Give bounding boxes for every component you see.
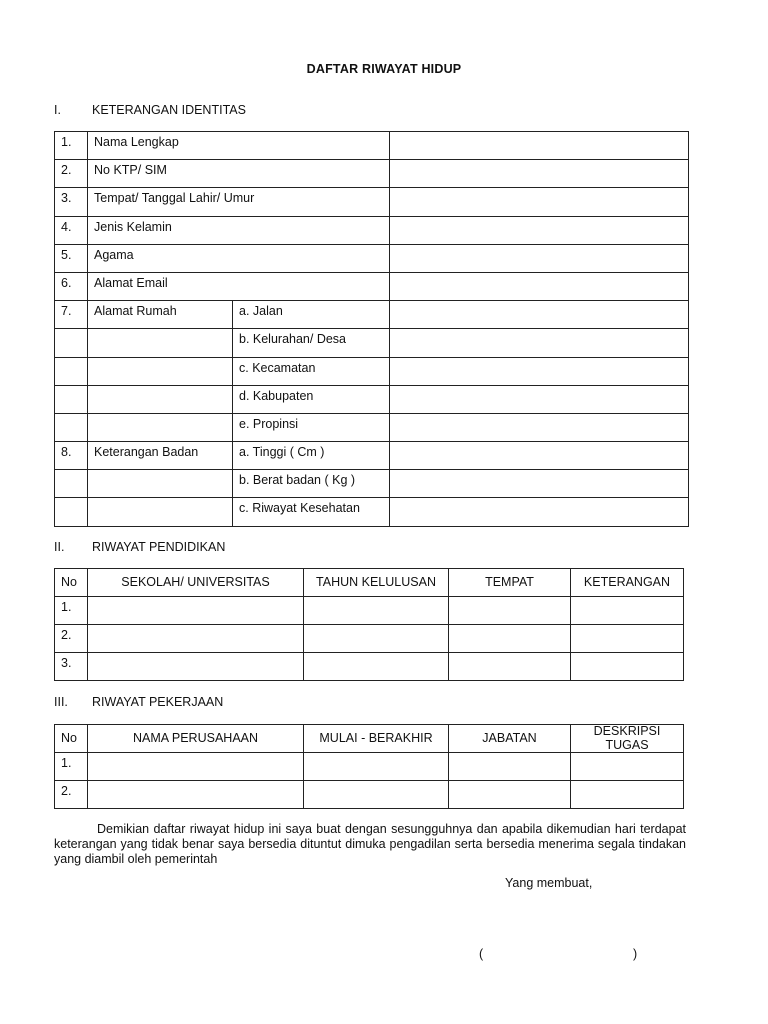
identity-row bbox=[55, 244, 689, 272]
row-number: 1. bbox=[55, 132, 88, 160]
identity-row bbox=[55, 357, 689, 385]
column-header: TEMPAT bbox=[449, 569, 571, 597]
column-header: No bbox=[55, 569, 88, 597]
field-label: No KTP/ SIM bbox=[88, 160, 390, 188]
field-label: Jenis Kelamin bbox=[88, 216, 390, 244]
section-title: RIWAYAT PENDIDIKAN bbox=[92, 540, 226, 554]
field-sub-label: a. Tinggi ( Cm ) bbox=[233, 442, 390, 470]
field-label: Tempat/ Tanggal Lahir/ Umur bbox=[88, 188, 390, 216]
field-value-cell[interactable] bbox=[390, 301, 689, 329]
field-label bbox=[88, 413, 233, 441]
entry-cell[interactable] bbox=[304, 625, 449, 653]
identity-row bbox=[55, 442, 689, 470]
education-row bbox=[55, 625, 684, 653]
field-sub-label: c. Kecamatan bbox=[233, 357, 390, 385]
entry-cell[interactable] bbox=[304, 781, 449, 809]
field-sub-label: e. Propinsi bbox=[233, 413, 390, 441]
statement-text: Demikian daftar riwayat hidup ini saya buat dengan sesungguhnya dan apabila dikemudian hari terdapat keterangan yang tidak benar saya bersedia dituntut dimuka pengadilan serta bersedia menerima segala tindakan yang diambil oleh pemerintah bbox=[54, 822, 686, 866]
entry-cell[interactable] bbox=[571, 625, 684, 653]
column-header: JABATAN bbox=[449, 725, 571, 753]
section-title: KETERANGAN IDENTITAS bbox=[92, 103, 246, 117]
row-number: 6. bbox=[55, 272, 88, 300]
field-value-cell[interactable] bbox=[390, 385, 689, 413]
entry-cell[interactable] bbox=[449, 625, 571, 653]
section-work-heading bbox=[54, 695, 223, 709]
field-sub-label: d. Kabupaten bbox=[233, 385, 390, 413]
row-number bbox=[55, 413, 88, 441]
entry-cell[interactable] bbox=[571, 781, 684, 809]
entry-cell[interactable] bbox=[88, 653, 304, 681]
column-header: SEKOLAH/ UNIVERSITAS bbox=[88, 569, 304, 597]
entry-cell[interactable] bbox=[88, 597, 304, 625]
row-number bbox=[55, 385, 88, 413]
field-label: Nama Lengkap bbox=[88, 132, 390, 160]
education-table bbox=[54, 568, 684, 681]
entry-cell[interactable] bbox=[88, 781, 304, 809]
identity-row bbox=[55, 329, 689, 357]
row-number: 8. bbox=[55, 442, 88, 470]
entry-cell[interactable] bbox=[304, 597, 449, 625]
row-number bbox=[55, 329, 88, 357]
section-number: III. bbox=[54, 695, 68, 709]
entry-cell[interactable] bbox=[571, 653, 684, 681]
field-sub-label: a. Jalan bbox=[233, 301, 390, 329]
section-identity-heading bbox=[54, 103, 246, 117]
field-label bbox=[88, 329, 233, 357]
statement-paragraph bbox=[54, 822, 686, 866]
row-number: 3. bbox=[55, 653, 88, 681]
identity-row bbox=[55, 188, 689, 216]
field-label: Agama bbox=[88, 244, 390, 272]
work-table bbox=[54, 724, 684, 809]
closing-text: Yang membuat, bbox=[505, 876, 593, 890]
row-number: 4. bbox=[55, 216, 88, 244]
field-value-cell[interactable] bbox=[390, 188, 689, 216]
row-number: 2. bbox=[55, 781, 88, 809]
education-row bbox=[55, 653, 684, 681]
row-number: 3. bbox=[55, 188, 88, 216]
field-label bbox=[88, 357, 233, 385]
entry-cell[interactable] bbox=[571, 753, 684, 781]
identity-row bbox=[55, 216, 689, 244]
field-value-cell[interactable] bbox=[390, 470, 689, 498]
field-value-cell[interactable] bbox=[390, 244, 689, 272]
row-number: 7. bbox=[55, 301, 88, 329]
field-value-cell[interactable] bbox=[390, 357, 689, 385]
field-value-cell[interactable] bbox=[390, 216, 689, 244]
entry-cell[interactable] bbox=[449, 753, 571, 781]
row-number: 2. bbox=[55, 625, 88, 653]
entry-cell[interactable] bbox=[571, 597, 684, 625]
entry-cell[interactable] bbox=[304, 653, 449, 681]
field-label bbox=[88, 385, 233, 413]
row-number: 1. bbox=[55, 597, 88, 625]
entry-cell[interactable] bbox=[304, 753, 449, 781]
work-row bbox=[55, 781, 684, 809]
row-number bbox=[55, 498, 88, 526]
field-value-cell[interactable] bbox=[390, 413, 689, 441]
signature-close-paren: ) bbox=[633, 947, 638, 961]
identity-row bbox=[55, 301, 689, 329]
entry-cell[interactable] bbox=[449, 597, 571, 625]
field-value-cell[interactable] bbox=[390, 160, 689, 188]
entry-cell[interactable] bbox=[449, 653, 571, 681]
education-header-row bbox=[55, 569, 684, 597]
entry-cell[interactable] bbox=[449, 781, 571, 809]
field-label: Alamat Rumah bbox=[88, 301, 233, 329]
row-number: 5. bbox=[55, 244, 88, 272]
identity-row bbox=[55, 272, 689, 300]
identity-row bbox=[55, 470, 689, 498]
work-row bbox=[55, 753, 684, 781]
column-header: DESKRIPSI TUGAS bbox=[571, 725, 684, 753]
field-sub-label: c. Riwayat Kesehatan bbox=[233, 498, 390, 526]
identity-row bbox=[55, 160, 689, 188]
column-header: MULAI - BERAKHIR bbox=[304, 725, 449, 753]
education-row bbox=[55, 597, 684, 625]
field-label: Keterangan Badan bbox=[88, 442, 233, 470]
field-label: Alamat Email bbox=[88, 272, 390, 300]
identity-row bbox=[55, 498, 689, 526]
row-number bbox=[55, 470, 88, 498]
row-number: 1. bbox=[55, 753, 88, 781]
work-header-row bbox=[55, 725, 684, 753]
field-sub-label: b. Berat badan ( Kg ) bbox=[233, 470, 390, 498]
identity-row bbox=[55, 132, 689, 160]
row-number bbox=[55, 357, 88, 385]
field-value-cell[interactable] bbox=[390, 498, 689, 526]
identity-table bbox=[54, 131, 689, 527]
entry-cell[interactable] bbox=[88, 625, 304, 653]
field-label bbox=[88, 498, 233, 526]
column-header: No bbox=[55, 725, 88, 753]
field-value-cell[interactable] bbox=[390, 132, 689, 160]
document-title: DAFTAR RIWAYAT HIDUP bbox=[306, 62, 462, 76]
field-sub-label: b. Kelurahan/ Desa bbox=[233, 329, 390, 357]
identity-row bbox=[55, 413, 689, 441]
column-header: TAHUN KELULUSAN bbox=[304, 569, 449, 597]
row-number: 2. bbox=[55, 160, 88, 188]
signature-open-paren: ( bbox=[479, 947, 484, 961]
identity-row bbox=[55, 385, 689, 413]
section-education-heading bbox=[54, 540, 225, 554]
column-header: NAMA PERUSAHAAN bbox=[88, 725, 304, 753]
field-value-cell[interactable] bbox=[390, 272, 689, 300]
entry-cell[interactable] bbox=[88, 753, 304, 781]
field-value-cell[interactable] bbox=[390, 329, 689, 357]
section-number: I. bbox=[54, 103, 61, 117]
section-number: II. bbox=[54, 540, 65, 554]
field-label bbox=[88, 470, 233, 498]
section-title: RIWAYAT PEKERJAAN bbox=[92, 695, 224, 709]
field-value-cell[interactable] bbox=[390, 442, 689, 470]
column-header: KETERANGAN bbox=[571, 569, 684, 597]
